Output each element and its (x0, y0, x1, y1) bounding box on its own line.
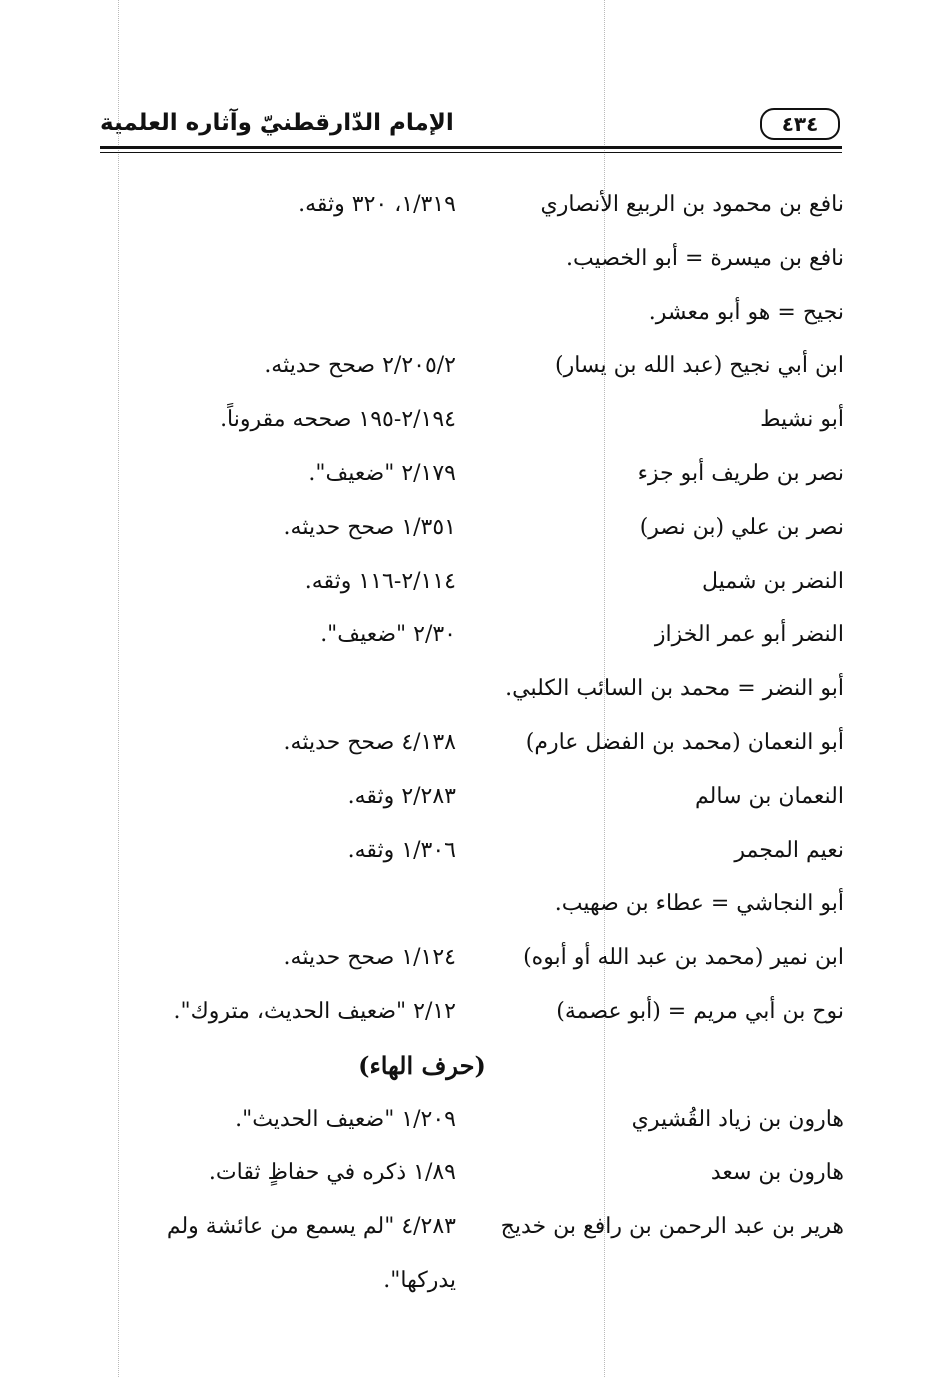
entry-name: نصر بن طريف أبو جزء (637, 460, 844, 486)
index-entry (100, 662, 844, 716)
entry-name: ابن نمير (محمد بن عبد الله أو أبوه) (523, 945, 844, 971)
entry-crossref: نجيح = هو أبو معشر. (648, 299, 844, 325)
index-entry (100, 339, 844, 393)
page-header (100, 104, 840, 148)
entry-name: النضر أبو عمر الخزاز (654, 622, 844, 648)
index-entry (100, 877, 844, 931)
index-entry (100, 931, 844, 985)
page-number: ٤٣٤ (760, 108, 840, 140)
index-entry (100, 716, 844, 770)
entry-reference: ١/٣٥١ صحح حديثه. (283, 514, 456, 540)
index-entry (100, 501, 844, 555)
entry-name: نعيم المجمر (734, 837, 844, 863)
running-title: الإمام الدّارقطنيّ وآثاره العلمية (100, 110, 454, 136)
entry-name: أبو نشيط (760, 407, 844, 433)
entry-name: نوح بن أبي مريم = (أبو عصمة) (556, 998, 844, 1024)
entry-name: أبو النعمان (محمد بن الفضل عارم) (525, 729, 844, 755)
entry-name: النعمان بن سالم (695, 783, 844, 809)
entry-name: هارون بن سعد (710, 1160, 844, 1186)
entry-reference: ٢/٢٠٥/٢ صحح حديثه. (264, 353, 456, 379)
entry-name: نصر بن علي (بن نصر) (639, 514, 844, 540)
entry-reference: ٢/١٢ "ضعيف الحديث، متروك". (173, 998, 456, 1024)
index-entry (100, 555, 844, 609)
header-rule-thin (100, 152, 842, 153)
index-entry (100, 824, 844, 878)
section-heading (100, 1039, 844, 1093)
entry-reference: ٢/٣٠ "ضعيف". (320, 622, 456, 648)
index-entry (100, 232, 844, 286)
entry-reference: ١/٣١٩، ٣٢٠ وثقه. (298, 192, 456, 217)
entry-reference: ١/٣٠٦ وثقه. (347, 837, 456, 863)
entry-name: ابن أبي نجيح (عبد الله بن يسار) (555, 353, 844, 379)
index-entry (100, 178, 844, 232)
entry-reference: ١/١٢٤ صحح حديثه. (283, 945, 456, 971)
header-rule (100, 146, 842, 149)
entry-crossref: نافع بن ميسرة = أبو الخصيب. (566, 245, 844, 271)
index-entry (100, 393, 844, 447)
entry-reference: ٢/١١٤-١١٦ وثقه. (304, 568, 456, 594)
entry-reference: ١/٨٩ ذكره في حفاظٍ ثقات. (208, 1160, 456, 1186)
index-entry (100, 447, 844, 501)
entry-name: هارون بن زياد القُشيري (631, 1106, 844, 1132)
entry-name: النضر بن شميل (702, 568, 844, 594)
index-entry (100, 286, 844, 340)
entry-reference: ٤/٢٨٣ "لم يسمع من عائشة ولم (166, 1214, 456, 1240)
section-title: (حرف الهاء) (358, 1050, 486, 1080)
index-entry (100, 608, 844, 662)
index-entry (100, 1093, 844, 1147)
index-entry (100, 985, 844, 1039)
index-entry-continuation (100, 1254, 844, 1308)
index-entry (100, 770, 844, 824)
entry-name: هرير بن عبد الرحمن بن رافع بن خديج (500, 1214, 844, 1240)
entry-reference: ١/٢٠٩ "ضعيف الحديث". (235, 1106, 456, 1132)
entry-crossref: أبو النضر = محمد بن السائب الكلبي. (505, 676, 844, 702)
index-entry (100, 1146, 844, 1200)
entry-reference: ٢/١٧٩ "ضعيف". (308, 460, 456, 486)
entry-name: نافع بن محمود بن الربيع الأنصاري (540, 192, 844, 217)
entry-reference: ٤/١٣٨ صحح حديثه. (283, 729, 456, 755)
index-entry (100, 1200, 844, 1254)
entry-crossref: أبو النجاشي = عطاء بن صهيب. (554, 891, 844, 917)
entry-reference: ٢/١٩٤-١٩٥ صححه مقروناً. (220, 407, 456, 433)
entry-reference-continuation: يدركها". (383, 1267, 456, 1293)
entry-reference: ٢/٢٨٣ وثقه. (347, 783, 456, 809)
index-list (100, 178, 844, 1308)
